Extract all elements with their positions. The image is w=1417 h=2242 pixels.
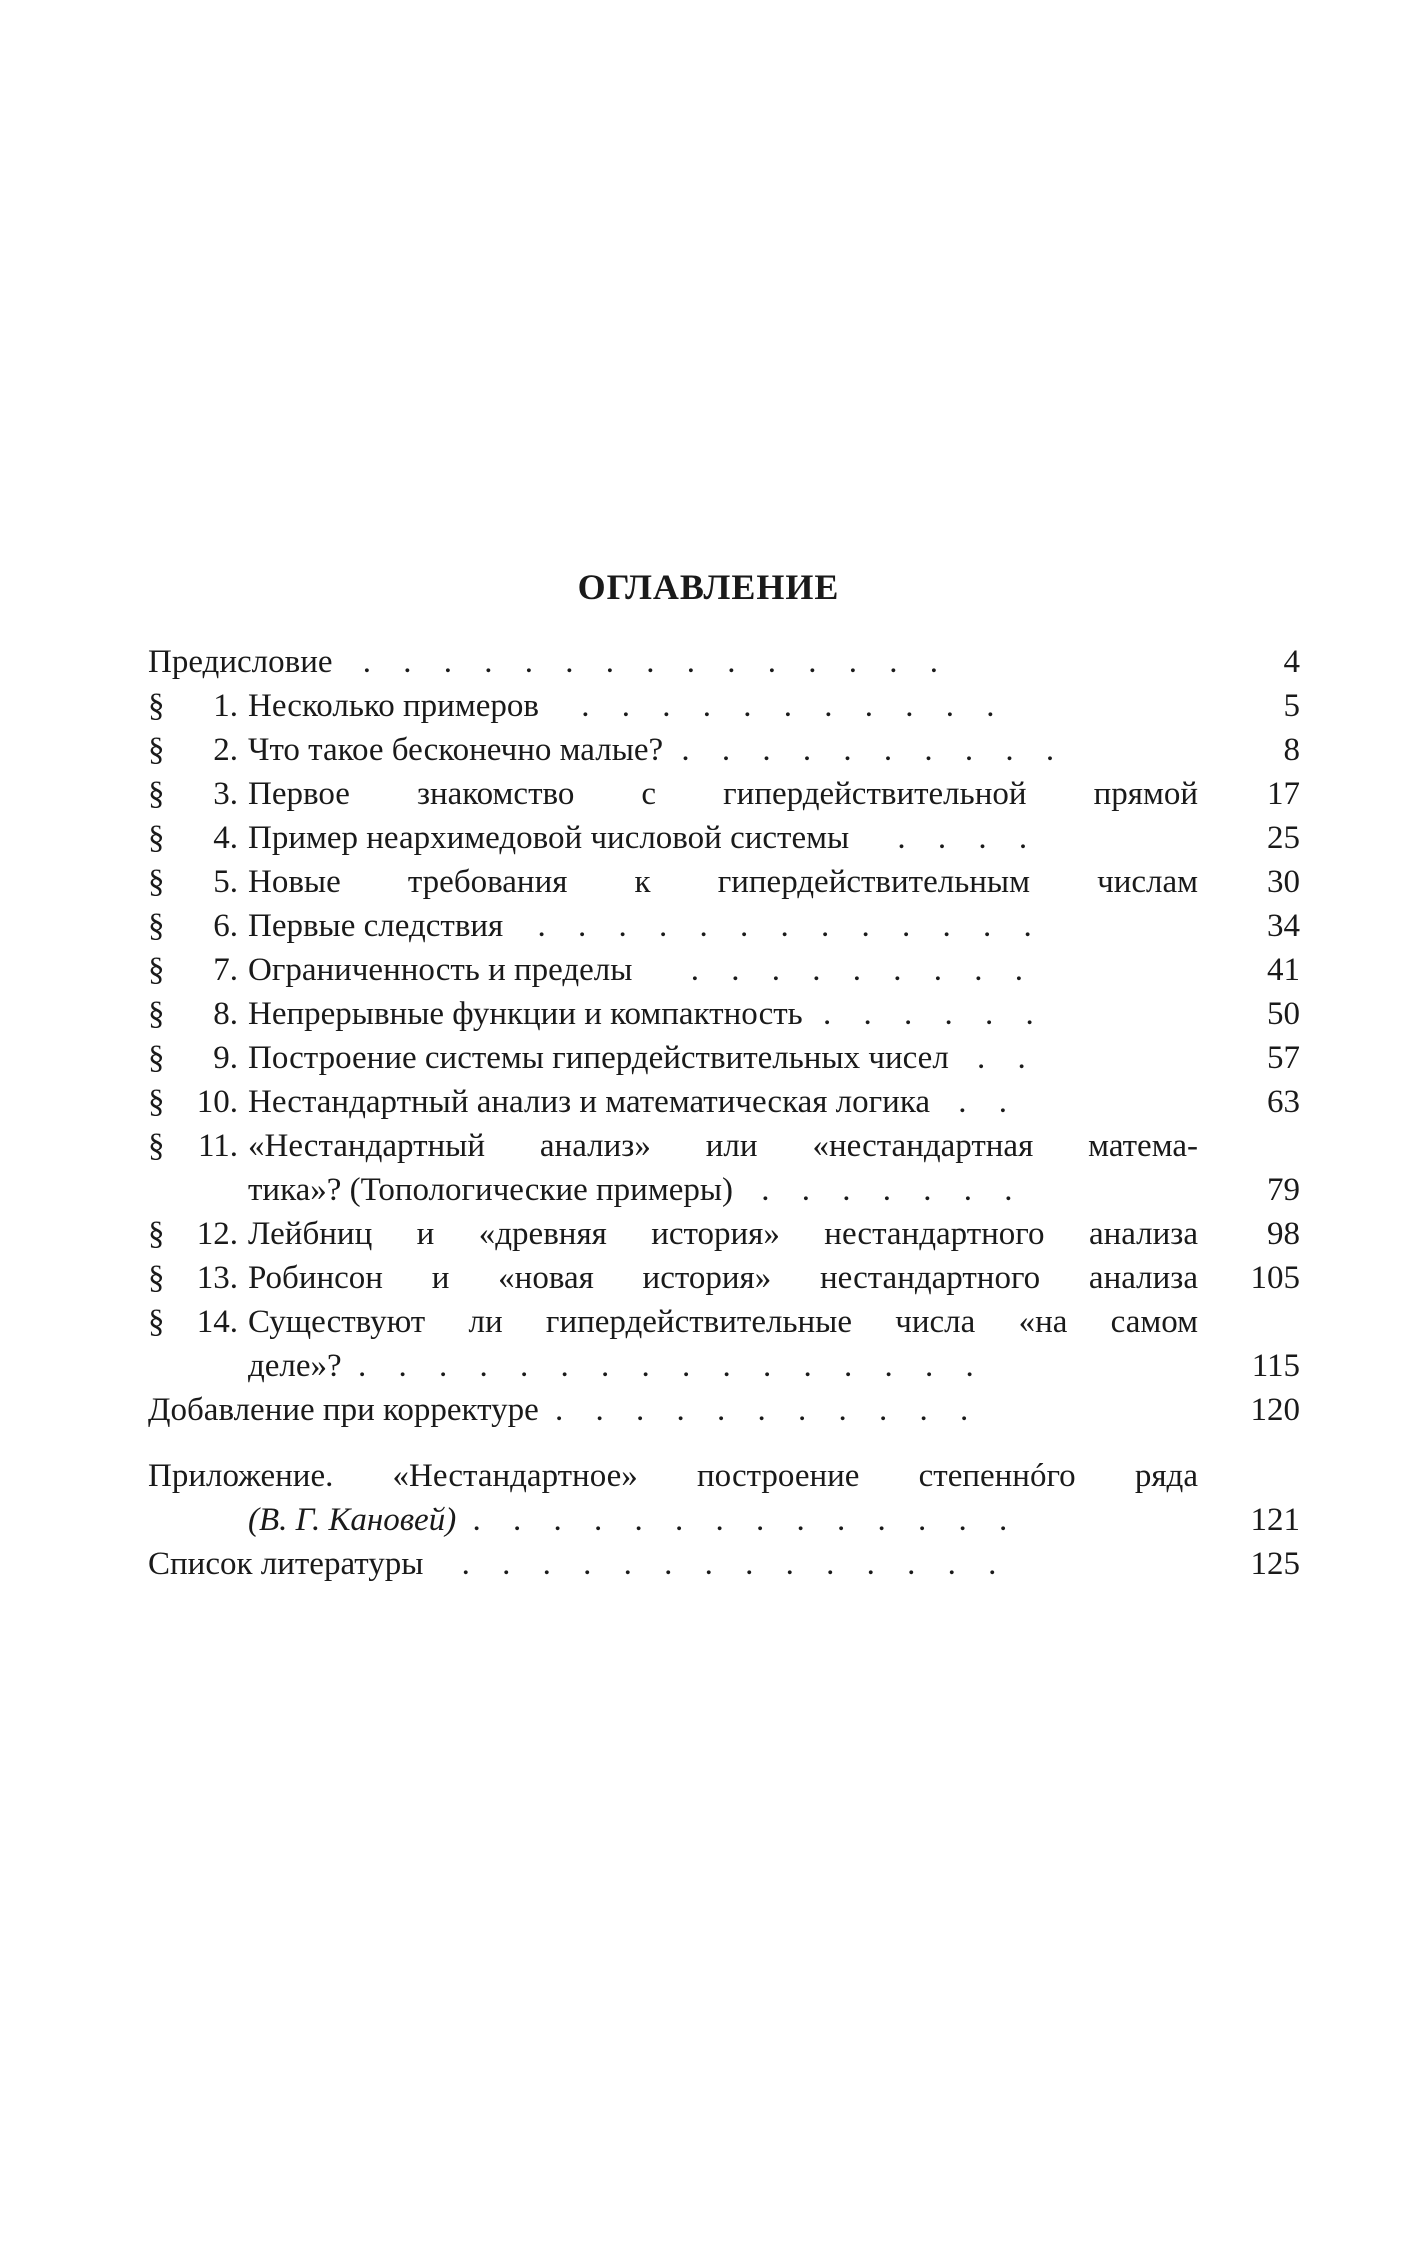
toc-page-number: 57 [1267,1040,1300,1076]
toc-leader-dots: . . . . . . [822,996,1046,1032]
toc-page-number: 79 [1267,1172,1300,1208]
toc-entry-title-continued [248,1344,1248,1388]
section-sign: § [148,732,165,768]
toc-leader-dots: . . . . . . . . . . . [554,1392,981,1428]
section-number: 9. [213,1040,238,1076]
section-number: 11. [197,1128,238,1164]
toc-entry-section-6[interactable] [148,904,1300,948]
toc-entry-text [248,1256,1248,1300]
section-sign: § [148,1084,165,1120]
toc-leader-dots: . . . . . . . . . . . . . . . [362,644,950,680]
toc-leader-dots: . . . . . . . . . [690,952,1035,988]
page-title: ОГЛАВЛЕНИЕ [577,567,840,607]
toc-entry-title: Добавление при корректуре [148,1392,539,1428]
section-number: 1. [213,688,238,724]
toc-entry-text [248,1080,1248,1124]
toc-entry-text [248,860,1248,904]
toc-entry-text [248,772,1248,816]
section-sign: § [148,776,165,812]
toc-entry-title: Существуют ли гипердействительные числа «на самом [248,1304,1198,1340]
toc-entry-addendum[interactable] [148,1388,1300,1432]
toc-leader-dots: . . [977,1040,1038,1076]
toc-entry-title-line2: тика»? (Топологические примеры) [248,1172,734,1208]
toc-entry-title: Предисловие [148,644,333,680]
section-sign: § [148,1260,165,1296]
toc-entry-bibliography[interactable] [148,1542,1300,1586]
toc-leader-dots: . . . . . . . . . . . [581,688,1007,724]
section-number: 2. [213,732,238,768]
toc-leader-dots: . . . . . . . . . . [681,732,1067,768]
toc-entry-title: Новые требования к гипердействительным числам [248,864,1198,900]
toc-leader-dots: . . . . . . . . . . . . . [537,908,1044,944]
toc-entry-title: Лейбниц и «древняя история» нестандартного анализа [248,1216,1198,1252]
toc-entry-text [148,640,1198,684]
toc-entry-section-9[interactable] [148,1036,1300,1080]
toc-page-number: 105 [1250,1260,1300,1296]
toc-entry-text [148,1542,1198,1586]
section-number: 3. [213,776,238,812]
toc-entry-title: «Нестандартный анализ» или «нестандартная матема- [248,1128,1198,1164]
toc-page-number: 63 [1267,1084,1300,1120]
toc-page-number: 121 [1250,1502,1300,1538]
toc-entry-preface[interactable] [148,640,1300,684]
section-number: 10. [196,1084,238,1120]
toc-page-number: 120 [1250,1392,1300,1428]
toc-entry-section-10[interactable] [148,1080,1300,1124]
toc-page-number: 115 [1251,1348,1300,1384]
toc-entry-section-13[interactable] [148,1256,1300,1300]
section-sign: § [148,820,165,856]
toc-entry-text [248,816,1248,860]
section-sign: § [148,1128,165,1164]
toc-leader-dots: . . . . . . . [761,1172,1025,1208]
toc-entry-section-2[interactable] [148,728,1300,772]
section-number: 5. [213,864,238,900]
toc-entry-text [248,948,1248,992]
section-sign: § [148,688,165,724]
toc-leader-dots: . . . . . . . . . . . . . . [461,1546,1009,1582]
section-number: 14. [196,1304,238,1340]
toc-entry-title: Пример неархимедовой числовой системы [248,820,850,856]
toc-page-number: 30 [1267,864,1300,900]
section-sign: § [148,996,165,1032]
toc-page-number: 34 [1267,908,1300,944]
toc-entry-section-4[interactable] [148,816,1300,860]
toc-page-number: 4 [1283,644,1300,680]
toc-page-number: 41 [1267,952,1300,988]
toc-entry-text [248,1300,1248,1388]
section-number: 12. [196,1216,238,1252]
toc-leader-dots: . . . . . . . . . . . . . . [472,1502,1020,1538]
toc-entry-title: Непрерывные функции и компактность [248,996,803,1032]
toc-entry-title: Первые следствия [248,908,504,944]
toc-page-number: 125 [1250,1546,1300,1582]
section-sign: § [148,952,165,988]
toc-entry-text [248,1212,1248,1256]
toc-entry-section-3[interactable] [148,772,1300,816]
toc-entry-text [148,1454,1198,1542]
toc-entry-text [248,684,1248,728]
section-sign: § [148,908,165,944]
toc-entry-title-continued [148,1498,1198,1542]
toc-entry-appendix[interactable] [148,1454,1300,1542]
toc-leader-dots: . . [958,1084,1020,1120]
toc-entry-text [148,1388,1198,1432]
toc-entry-title: Первое знакомство с гипердействительной прямой [248,776,1198,812]
toc-page-number: 25 [1267,820,1300,856]
toc-entry-title: Что такое бесконечно малые? [248,732,664,768]
toc-entry-section-7[interactable] [148,948,1300,992]
section-sign: § [148,1040,165,1076]
toc-entry-text [248,1036,1248,1080]
table-of-contents [148,640,1300,1586]
section-number: 7. [213,952,238,988]
toc-entry-section-5[interactable] [148,860,1300,904]
toc-entry-author: (В. Г. Кановей) [248,1502,457,1538]
toc-entry-section-14[interactable] [148,1300,1300,1388]
toc-page-number: 17 [1267,776,1300,812]
section-number: 6. [213,908,238,944]
toc-entry-text [248,904,1248,948]
toc-entry-section-11[interactable] [148,1124,1300,1212]
toc-entry-section-1[interactable] [148,684,1300,728]
toc-entry-title: Несколько примеров [248,688,539,724]
toc-page-number: 50 [1267,996,1300,1032]
toc-entry-section-12[interactable] [148,1212,1300,1256]
toc-entry-title-continued [248,1168,1248,1212]
toc-entry-title: Приложение. «Нестандартное» построение степеннóго ряда [148,1458,1198,1494]
toc-entry-text [248,728,1248,772]
section-number: 13. [196,1260,238,1296]
section-number: 8. [213,996,238,1032]
section-number: 4. [213,820,238,856]
toc-entry-title: Робинсон и «новая история» нестандартного анализа [248,1260,1198,1296]
toc-page-number: 5 [1283,688,1300,724]
toc-entry-title: Нестандартный анализ и математическая логика [248,1084,931,1120]
toc-leader-dots: . . . . . . . . . . . . . . . . [357,1348,986,1384]
toc-entry-text [248,1124,1248,1212]
toc-leader-dots: . . . . [897,820,1040,856]
section-sign: § [148,1216,165,1252]
section-sign: § [148,864,165,900]
toc-entry-title: Ограниченность и пределы [248,952,633,988]
toc-entry-section-8[interactable] [148,992,1300,1036]
toc-page-number: 8 [1283,732,1300,768]
toc-entry-text [248,992,1248,1036]
toc-page-number: 98 [1267,1216,1300,1252]
toc-entry-title-line2: деле»? [248,1348,342,1384]
toc-entry-title: Построение системы гипердействительных чисел [248,1040,949,1076]
section-sign: § [148,1304,165,1340]
toc-entry-title: Список литературы [148,1546,424,1582]
